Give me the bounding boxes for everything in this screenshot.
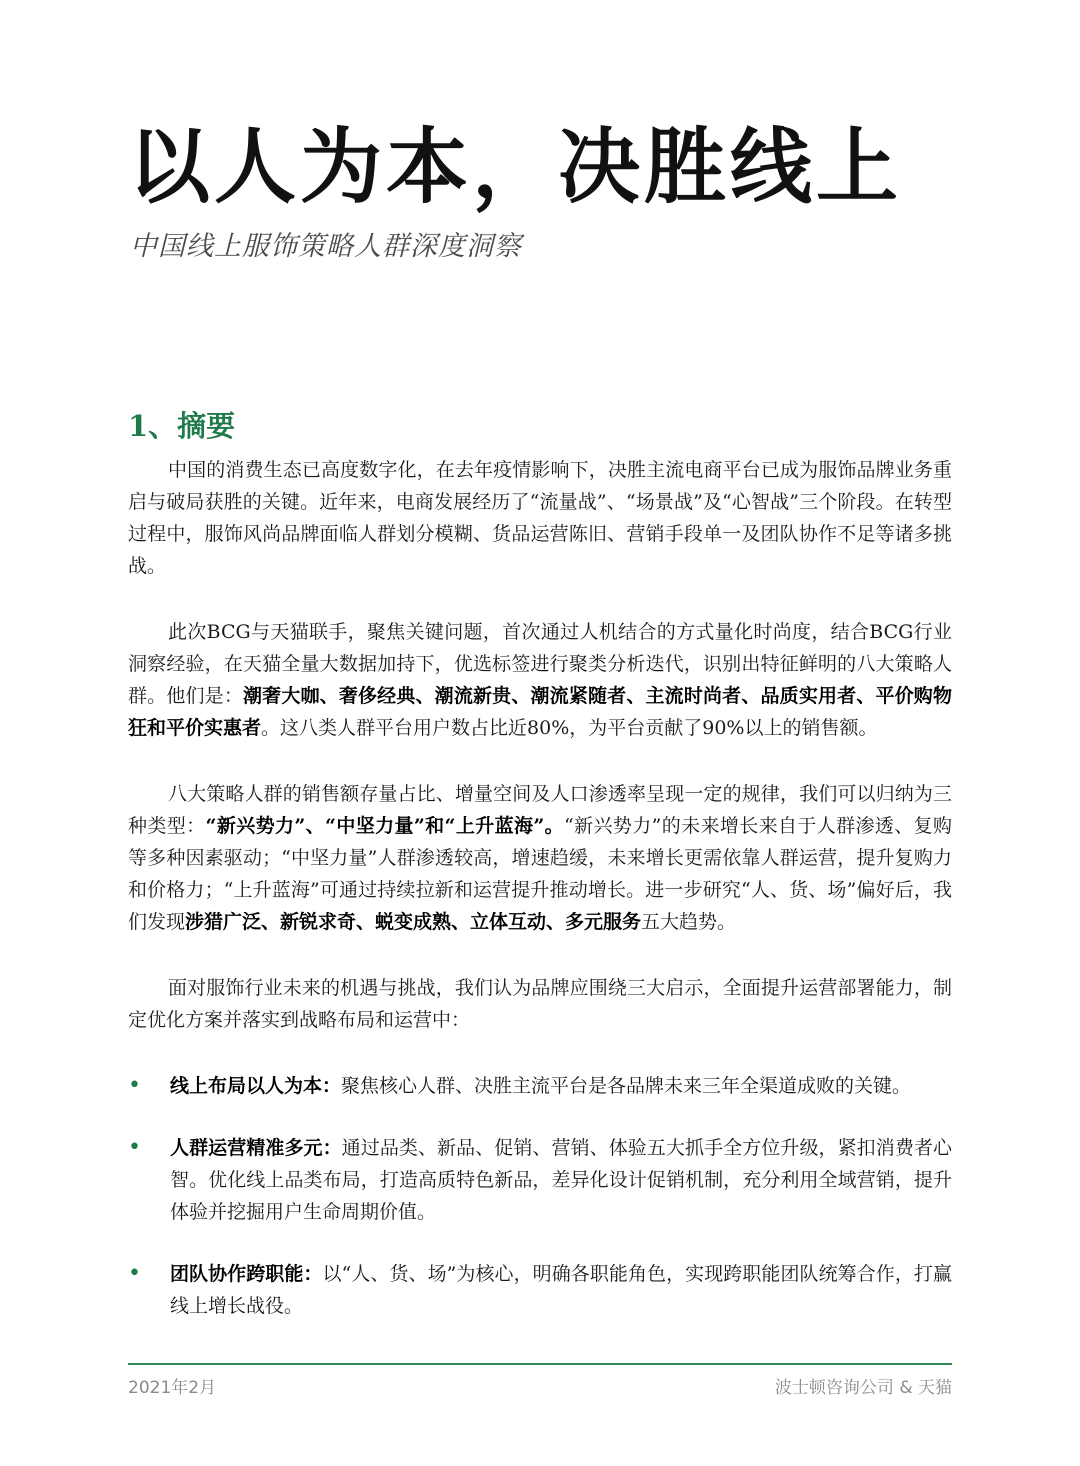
paragraph-text: 面对服饰行业未来的机遇与挑战，我们认为品牌应围绕三大启示，全面提升运营部署能力，制定优化方案并落实到战略布局和运营中： <box>128 977 952 1031</box>
recommendation-list <box>128 1070 952 1322</box>
summary-paragraph <box>128 972 952 1036</box>
paragraph-text: 五大趋势。 <box>641 911 737 933</box>
page-title: 以人为本，决胜线上 <box>128 119 903 215</box>
recommendation-item <box>128 1132 952 1228</box>
paragraph-text: 中国的消费生态已高度数字化，在去年疫情影响下，决胜主流电商平台已成为服饰品牌业务重启与破局获胜的关键。近年来，电商发展经历了“流量战”、“场景战”及“心智战”三个阶段。在转型过程中，服饰风尚品牌面临人群划分模糊、货品运营陈旧、营销手段单一及团队协作不足等诸多挑战。 <box>128 459 952 577</box>
recommendation-title: 人群运营精准多元： <box>170 1137 342 1159</box>
recommendation-text: 通过品类、新品、促销、营销、体验五大抓手全方位升级，紧扣消费者心智。优化线上品类布局，打造高质特色新品，差异化设计促销机制，充分利用全域营销，提升体验并挖掘用户生命周期价值。 <box>170 1137 952 1223</box>
bullet-icon: • <box>128 1073 141 1098</box>
page-subtitle: 中国线上服饰策略人群深度洞察 <box>130 231 522 262</box>
paragraph-text: “新兴势力”的未来增长来自于人群渗透、复购等多种因素驱动；“中坚力量”人群渗透较高，增速趋缓，未来增长更需依靠人群运营，提升复购力和价格力；“上升蓝海”可通过持续拉新和运营提升推动增长。进一步研究“人、货、场”偏好后，我们发现 <box>128 815 952 933</box>
recommendation-item <box>128 1070 952 1102</box>
summary-paragraph <box>128 616 952 744</box>
recommendation-text: 聚焦核心人群、决胜主流平台是各品牌未来三年全渠道成败的关键。 <box>341 1075 912 1097</box>
paragraph-highlight: 涉猎广泛、新锐求奇、蜕变成熟、立体互动、多元服务 <box>185 911 642 933</box>
bullet-icon: • <box>128 1261 141 1286</box>
summary-content <box>128 454 952 1352</box>
paragraph-text: 此次BCG与天猫联手，聚焦关键问题，首次通过人机结合的方式量化时尚度，结合BCG行业洞察经验，在天猫全量大数据加持下，优选标签进行聚类分析迭代，识别出特征鲜明的八大策略人群。他们是： <box>128 621 952 707</box>
recommendation-text: 以“人、货、场”为核心，明确各职能角色，实现跨职能团队统筹合作，打赢线上增长战役。 <box>170 1263 952 1317</box>
bullet-icon: • <box>128 1135 141 1160</box>
footer-authors: 波士顿咨询公司 & 天猫 <box>774 1378 952 1398</box>
paragraph-highlight: “新兴势力”、“中坚力量”和“上升蓝海”。 <box>205 815 565 837</box>
summary-paragraph <box>128 778 952 938</box>
recommendation-item <box>128 1258 952 1322</box>
footer-divider <box>128 1363 952 1365</box>
paragraph-text: 八大策略人群的销售额存量占比、增量空间及人口渗透率呈现一定的规律，我们可以归纳为三种类型： <box>128 783 952 837</box>
footer-date: 2021年2月 <box>128 1378 217 1398</box>
summary-paragraph <box>128 454 952 582</box>
recommendation-title: 团队协作跨职能： <box>170 1263 323 1285</box>
recommendation-title: 线上布局以人为本： <box>170 1075 342 1097</box>
paragraph-text: 。这八类人群平台用户数占比近80%，为平台贡献了90%以上的销售额。 <box>261 717 878 739</box>
section-heading-summary: 1、摘要 <box>128 409 236 443</box>
paragraph-highlight: 潮奢大咖、奢侈经典、潮流新贵、潮流紧随者、主流时尚者、品质实用者、平价购物狂和平价实惠者 <box>128 685 952 739</box>
